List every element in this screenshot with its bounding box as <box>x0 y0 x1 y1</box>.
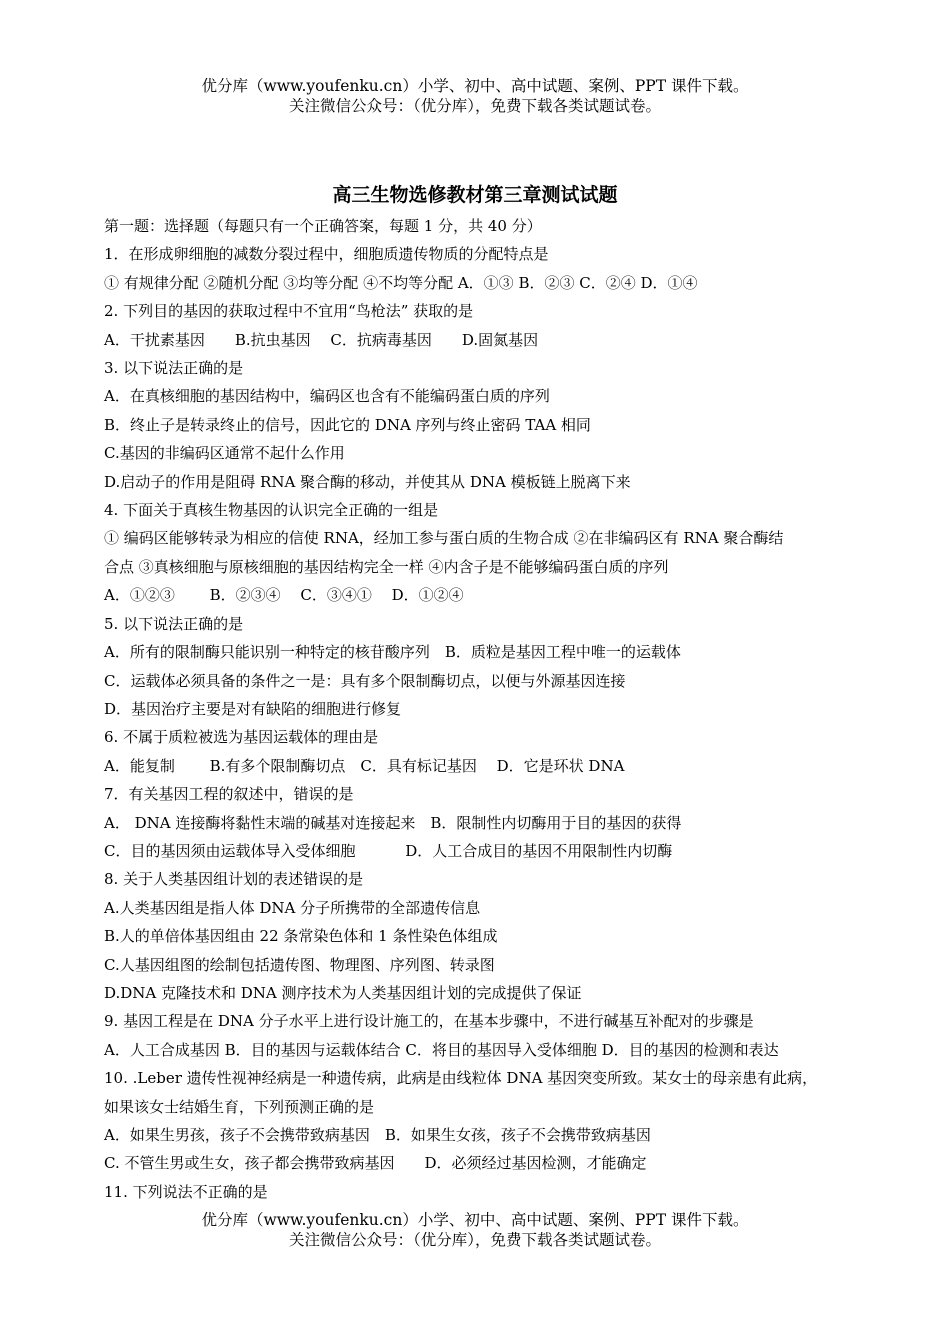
text-line: C. 不管生男或生女，孩子都会携带致病基因 D．必须经过基因检测，才能确定 <box>104 1154 647 1173</box>
text-line: 1．在形成卵细胞的减数分裂过程中，细胞质遗传物质的分配特点是 <box>104 245 549 264</box>
text-line: C.基因的非编码区通常不起什么作用 <box>104 444 345 463</box>
text-line: D．基因治疗主要是对有缺陷的细胞进行修复 <box>104 699 402 718</box>
text-line: A．在真核细胞的基因结构中，编码区也含有不能编码蛋白质的序列 <box>104 387 550 406</box>
text-line: A．干扰素基因 B.抗虫基因 C．抗病毒基因 D.固氮基因 <box>104 330 539 349</box>
text-line: 第一题：选择题（每题只有一个正确答案，每题 1 分，共 40 分） <box>104 217 542 235</box>
text-line: A．所有的限制酶只能识别一种特定的核苷酸序列 B．质粒是基因工程中唯一的运载体 <box>104 643 681 662</box>
text-line: 3. 以下说法正确的是 <box>104 359 244 378</box>
text-line: 9. 基因工程是在 DNA 分子水平上进行设计施工的，在基本步骤中，不进行碱基互补配对的步骤是 <box>104 1012 754 1031</box>
text-line: ① 有规律分配 ②随机分配 ③均等分配 ④不均等分配 A．①③ B．②③ C．②④ D．①④ <box>104 273 698 292</box>
text-line: D.DNA 克隆技术和 DNA 测序技术为人类基因组计划的完成提供了保证 <box>104 983 582 1002</box>
text-line: A．人工合成基因 B．目的基因与运载体结合 C．将目的基因导入受体细胞 D．目的基因的检测和表达 <box>104 1040 779 1059</box>
header-line-2: 关注微信公众号：（优分库），免费下载各类试题试卷。 <box>288 97 661 115</box>
page-header <box>0 76 950 116</box>
text-line: C．目的基因须由运载体导入受体细胞 D．人工合成目的基因不用限制性内切酶 <box>104 841 673 860</box>
text-line: 6. 不属于质粒被选为基因运载体的理由是 <box>104 728 379 747</box>
text-line: 8. 关于人类基因组计划的表述错误的是 <box>104 870 364 889</box>
text-line: D.启动子的作用是阻碍 RNA 聚合酶的移动，并使其从 DNA 模板链上脱离下来 <box>104 472 631 491</box>
text-line: 5. 以下说法正确的是 <box>104 614 244 633</box>
question-body <box>104 212 862 1206</box>
header-line-1: 优分库（www.youfenku.cn）小学、初中、高中试题、案例、PPT 课件下载。 <box>201 77 749 95</box>
text-line: B．终止子是转录终止的信号，因此它的 DNA 序列与终止密码 TAA 相同 <box>104 415 591 434</box>
text-line: 4. 下面关于真核生物基因的认识完全正确的一组是 <box>104 501 439 520</box>
text-line: 2. 下列目的基因的获取过程中不宜用“鸟枪法” 获取的是 <box>104 302 474 321</box>
text-line: A．①②③ B．②③④ C．③④① D．①②④ <box>104 586 464 605</box>
text-line: A.人类基因组是指人体 DNA 分子所携带的全部遗传信息 <box>104 898 481 917</box>
text-line: A．如果生男孩，孩子不会携带致病基因 B．如果生女孩，孩子不会携带致病基因 <box>104 1126 651 1144</box>
footer-line-1: 优分库（www.youfenku.cn）小学、初中、高中试题、案例、PPT 课件下载。 <box>201 1211 749 1229</box>
document-title: 高三生物选修教材第三章测试试题 <box>332 184 618 206</box>
text-line: A．能复制 B.有多个限制酶切点 C．具有标记基因 D．它是环状 DNA <box>104 756 625 775</box>
text-line: B.人的单倍体基因组由 22 条常染色体和 1 条性染色体组成 <box>104 927 498 946</box>
page-footer <box>0 1210 950 1250</box>
text-line: A． DNA 连接酶将黏性末端的碱基对连接起来 B．限制性内切酶用于目的基因的获得 <box>104 813 682 832</box>
footer-line-2: 关注微信公众号：（优分库），免费下载各类试题试卷。 <box>288 1231 661 1249</box>
text-line: 11. 下列说法不正确的是 <box>104 1182 268 1201</box>
text-line: ① 编码区能够转录为相应的信使 RNA，经加工参与蛋白质的生物合成 ②在非编码区有 RNA 聚合酶结 <box>104 529 784 548</box>
text-line: 7．有关基因工程的叙述中，错误的是 <box>104 785 354 804</box>
text-line: 合点 ③真核细胞与原核细胞的基因结构完全一样 ④内含子是不能够编码蛋白质的序列 <box>104 557 669 576</box>
text-line: 如果该女士结婚生育，下列预测正确的是 <box>104 1097 375 1116</box>
text-line: C.人基因组图的绘制包括遗传图、物理图、序列图、转录图 <box>104 955 495 974</box>
text-line: C．运载体必须具备的条件之一是：具有多个限制酶切点，以便与外源基因连接 <box>104 671 626 690</box>
text-line: 10. .Leber 遗传性视神经病是一种遗传病，此病是由线粒体 DNA 基因突变所致。某女士的母亲患有此病， <box>104 1069 818 1088</box>
